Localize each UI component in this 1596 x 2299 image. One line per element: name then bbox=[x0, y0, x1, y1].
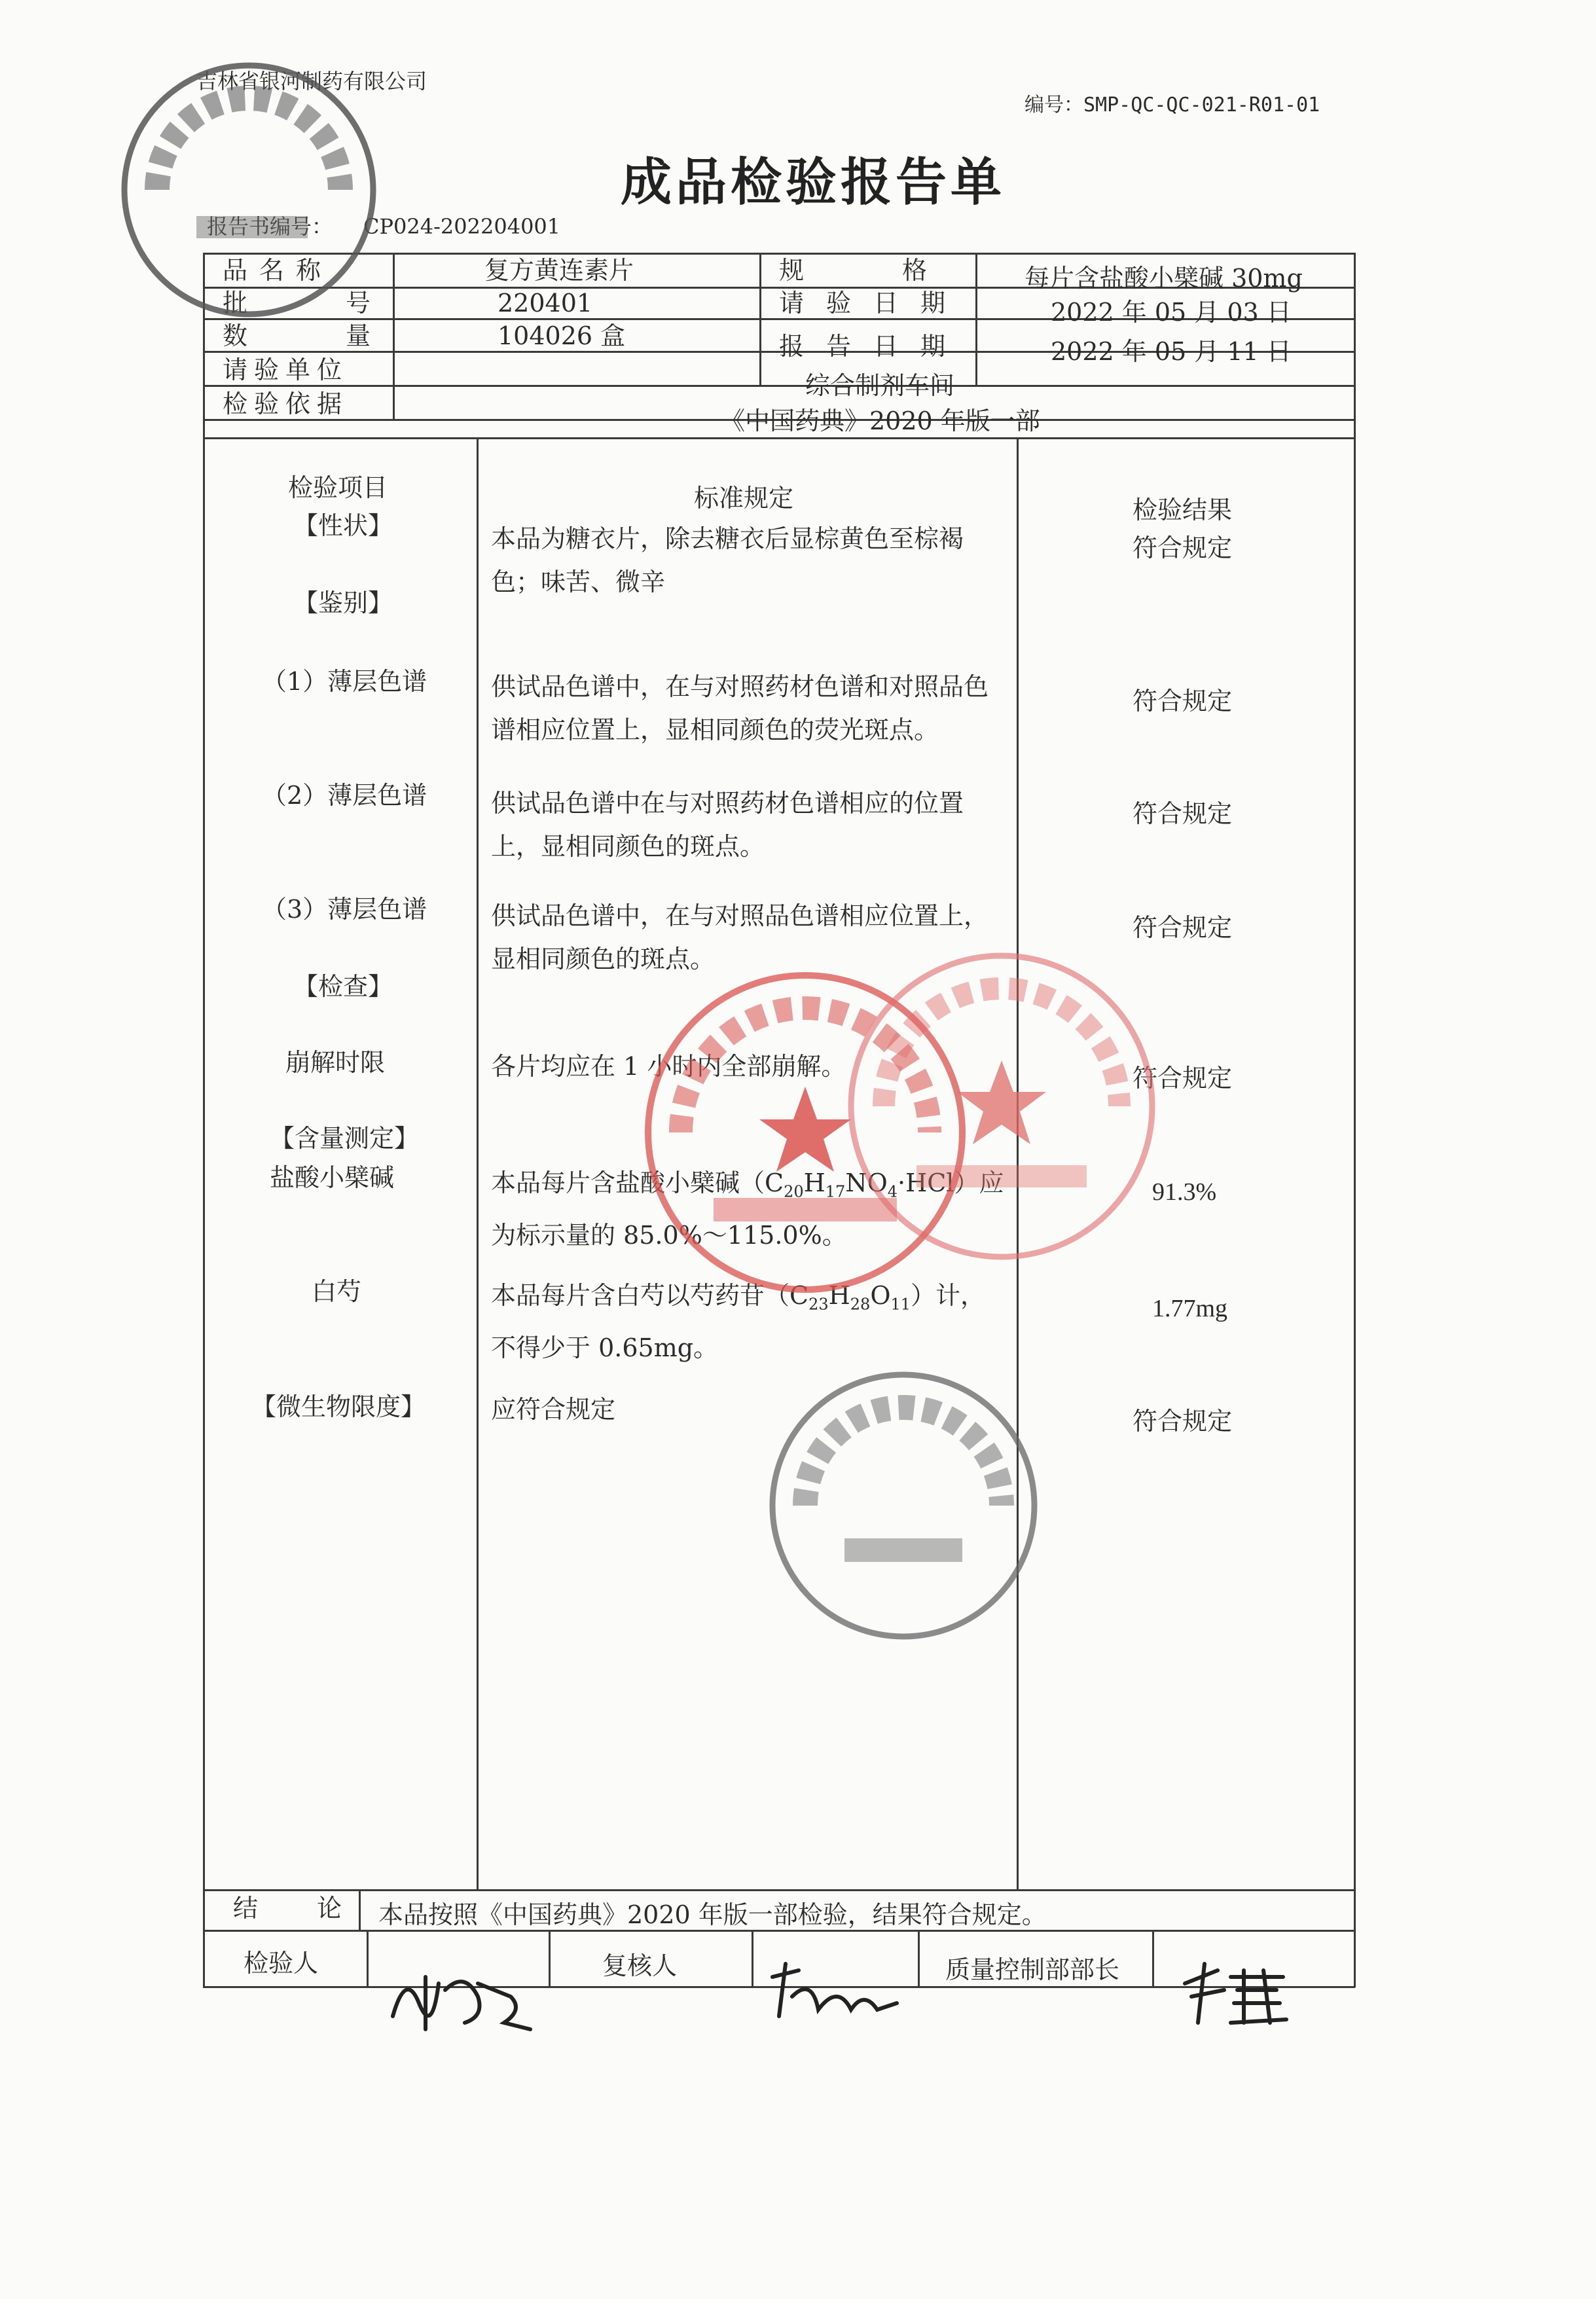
stamp-top-left bbox=[111, 52, 386, 327]
standard-berberine-d: 17 bbox=[825, 1182, 846, 1201]
batch-value: 220401 bbox=[498, 289, 593, 317]
qc-head-label: 质量控制部部长 bbox=[945, 1955, 1120, 1984]
standard-berberine-a: 本品每片含盐酸小檗碱（C bbox=[491, 1168, 784, 1197]
batch-label: 批号 bbox=[223, 289, 469, 317]
reviewer-label: 复核人 bbox=[602, 1951, 678, 1980]
info-vline-right bbox=[1354, 253, 1356, 1987]
standard-paeonia-f: 11 bbox=[890, 1295, 911, 1314]
standard-paeonia-a: 本品每片含白芍以芍药苷（C bbox=[491, 1281, 809, 1310]
standard-microbial: 应符合规定 bbox=[491, 1395, 616, 1424]
quantity-label: 数量 bbox=[223, 321, 469, 350]
col-item-header: 检验项目 bbox=[288, 473, 388, 502]
standard-paeonia-g: ）计，不得少于 0.65mg。 bbox=[491, 1281, 986, 1362]
standard-berberine-g: ·HCl）应为标示量的 85.0%～115.0%。 bbox=[491, 1168, 1004, 1250]
request-date: 2022 年 05 月 03 日 bbox=[1051, 298, 1292, 327]
standard-disintegration: 各片均应在 1 小时内全部崩解。 bbox=[491, 1052, 846, 1081]
result-paeonia: 1.77mg bbox=[1152, 1295, 1228, 1322]
conclusion-line-top bbox=[203, 1889, 1355, 1891]
company-top: 吉林省银河制药有限公司 bbox=[196, 69, 427, 94]
item-assay: 【含量测定】 bbox=[270, 1124, 420, 1153]
report-no-label: 报告书编号： bbox=[207, 214, 333, 239]
col-standard-header: 标准规定 bbox=[694, 484, 794, 513]
info-vline-a bbox=[203, 253, 205, 1987]
item-inspection: 【检查】 bbox=[293, 972, 393, 1001]
standard-tlc-1: 供试品色谱中，在与对照药材色谱和对照品色谱相应位置上，显相同颜色的荧光斑点。 bbox=[491, 672, 989, 744]
spec-label: 规格 bbox=[779, 256, 1026, 285]
sig-vline-5 bbox=[1152, 1930, 1154, 1986]
standard-appearance: 本品为糖衣片，除去糖衣后显棕黄色至棕褐色；味苦、微辛 bbox=[491, 524, 964, 596]
sig-vline-2 bbox=[549, 1930, 551, 1986]
item-microbial: 【微生物限度】 bbox=[251, 1392, 426, 1421]
conclusion-label: 结论 bbox=[233, 1894, 401, 1923]
request-unit-label: 请验单位 bbox=[223, 355, 349, 384]
standard-paeonia-c: H bbox=[828, 1281, 850, 1310]
result-berberine: 91.3% bbox=[1152, 1178, 1217, 1206]
standard-berberine-b: 20 bbox=[784, 1182, 804, 1201]
basis-value: 《中国药典》2020 年版一部 bbox=[720, 407, 1040, 435]
item-appearance: 【性状】 bbox=[293, 511, 393, 540]
item-disintegration: 崩解时限 bbox=[285, 1048, 386, 1077]
result-disintegration: 符合规定 bbox=[1133, 1064, 1233, 1093]
standard-paeonia-d: 28 bbox=[850, 1295, 871, 1314]
result-tlc-1: 符合规定 bbox=[1133, 687, 1233, 715]
item-paeonia: 白芍 bbox=[312, 1277, 362, 1306]
info-vline-c bbox=[759, 253, 761, 386]
standard-berberine-e: NO bbox=[845, 1168, 888, 1197]
col-result-header: 检验结果 bbox=[1133, 496, 1233, 524]
request-date-label: 请验日期 bbox=[779, 289, 968, 317]
quantity-value: 104026 盒 bbox=[498, 321, 626, 350]
standard-berberine-c: H bbox=[803, 1168, 825, 1197]
request-unit: 综合制剂车间 bbox=[805, 371, 955, 400]
spec-value: 每片含盐酸小檗碱 30mg bbox=[1025, 264, 1303, 293]
conclusion-text: 本品按照《中国药典》2020 年版一部检验，结果符合规定。 bbox=[378, 1900, 1047, 1929]
product-name-label: 品名称 bbox=[223, 256, 333, 285]
result-microbial: 符合规定 bbox=[1133, 1407, 1233, 1436]
result-tlc-3: 符合规定 bbox=[1133, 913, 1233, 942]
item-tlc-2: （2）薄层色谱 bbox=[262, 781, 427, 810]
form-number: 编号：SMP-QC-QC-021-R01-01 bbox=[1025, 94, 1320, 117]
standard-berberine-f: 4 bbox=[887, 1182, 898, 1201]
product-name: 复方黄连素片 bbox=[484, 256, 634, 285]
standard-paeonia-e: O bbox=[870, 1281, 891, 1310]
report-date-label: 报告日期 bbox=[779, 332, 968, 361]
basis-label: 检验依据 bbox=[223, 389, 349, 418]
result-tlc-2: 符合规定 bbox=[1133, 799, 1233, 828]
stamp-red-right bbox=[831, 943, 1172, 1270]
sig-vline-4 bbox=[918, 1930, 920, 1986]
item-tlc-1: （1）薄层色谱 bbox=[262, 667, 427, 696]
standard-tlc-2: 供试品色谱中在与对照药材色谱相应的位置上，显相同颜色的斑点。 bbox=[491, 789, 964, 861]
inspector-label: 检验人 bbox=[244, 1949, 319, 1978]
sig-vline-3 bbox=[752, 1930, 753, 1986]
standard-tlc-3: 供试品色谱中，在与对照品色谱相应位置上，显相同颜色的斑点。 bbox=[491, 901, 989, 973]
result-appearance: 符合规定 bbox=[1133, 534, 1233, 562]
conclusion-line-bottom bbox=[203, 1930, 1355, 1932]
stamp-bottom bbox=[759, 1362, 1047, 1650]
standard-paeonia-b: 23 bbox=[808, 1295, 829, 1314]
report-date: 2022 年 05 月 11 日 bbox=[1051, 337, 1292, 366]
sig-vline-1 bbox=[367, 1930, 369, 1986]
info-line-top bbox=[203, 253, 1355, 255]
info-line-7 bbox=[203, 437, 1355, 439]
item-tlc-3: （3）薄层色谱 bbox=[262, 895, 427, 924]
main-vline-1 bbox=[477, 437, 479, 1891]
reviewer-signature bbox=[759, 1957, 910, 2029]
item-identification: 【鉴别】 bbox=[293, 588, 393, 617]
qc-head-signature bbox=[1172, 1957, 1296, 2029]
inspector-signature bbox=[380, 1957, 537, 2036]
info-line-5 bbox=[203, 385, 1355, 387]
item-berberine: 盐酸小檗碱 bbox=[270, 1163, 395, 1192]
page-title: 成品检验报告单 bbox=[621, 153, 1006, 212]
report-no: CP024-202204001 bbox=[363, 214, 561, 239]
